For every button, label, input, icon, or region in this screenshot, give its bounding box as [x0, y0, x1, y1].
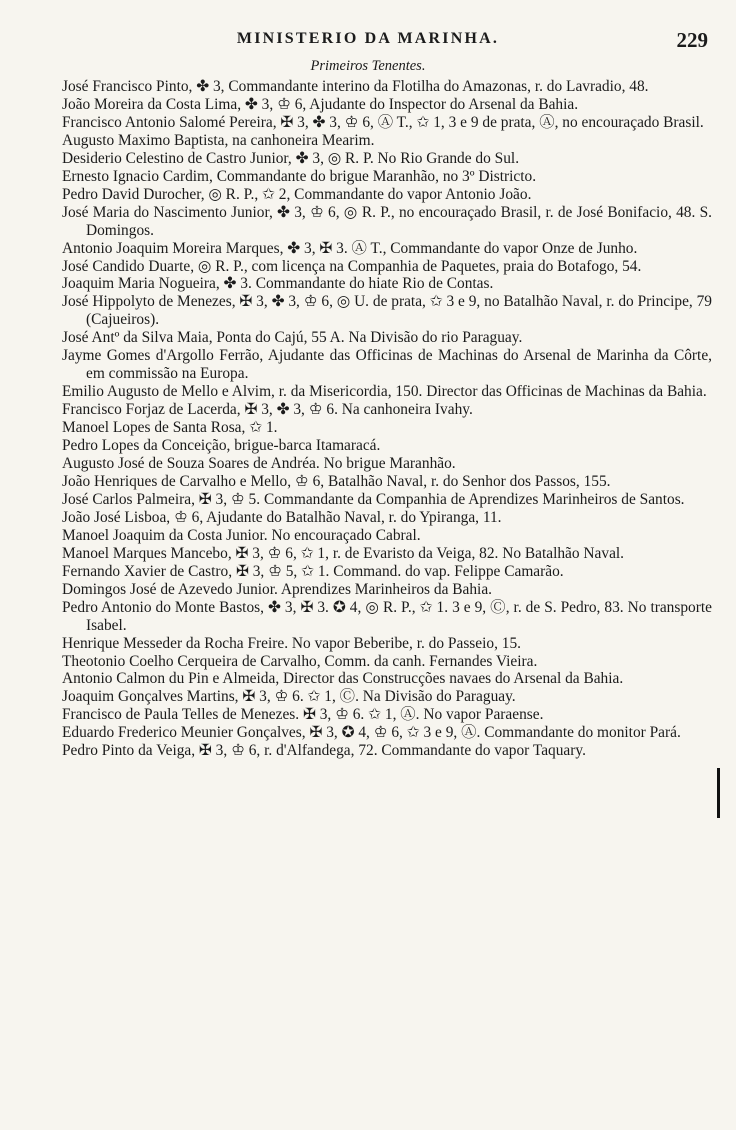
list-item: Henrique Messeder da Rocha Freire. No vapor Beberibe, r. do Passeio, 15.	[62, 634, 522, 652]
running-title: MINISTERIO DA MARINHA.	[236, 30, 500, 47]
list-item: José Francisco Pinto, ✤ 3, Commandante interino da Flotilha do Amazonas, r. do Lavradio, 48.	[62, 78, 649, 95]
list-item: Francisco Forjaz de Lacerda, ✠ 3, ✤ 3, ♔ 6. Na canhoneira Ivahy.	[62, 401, 473, 419]
list-item: José Maria do Nascimento Junior, ✤ 3, ♔ 6, ◎ R. P., no encouraçado Brasil, r. de José Bonifacio, 48. S. Domingos.	[62, 203, 712, 239]
list-item: Pedro David Durocher, ◎ R. P., ✩ 2, Commandante do vapor Antonio João.	[62, 185, 532, 203]
list-item: João Henriques de Carvalho e Mello, ♔ 6, Batalhão Naval, r. do Senhor dos Passos, 155.	[62, 472, 611, 490]
list-item: João Moreira da Costa Lima, ✤ 3, ♔ 6, Ajudante do Inspector do Arsenal da Bahia.	[62, 95, 579, 113]
list-item: Emilio Augusto de Mello e Alvim, r. da Misericordia, 150. Director das Officinas de Machinas da Bahia.	[62, 383, 707, 401]
list-item: Pedro Pinto da Veiga, ✠ 3, ♔ 6, r. d'Alfandega, 72. Commandante do vapor Taquary.	[62, 742, 586, 760]
list-item: José Hippolyto de Menezes, ✠ 3, ✤ 3, ♔ 6, ◎ U. de prata, ✩ 3 e 9, no Batalhão Naval, r. do Principe, 79 (Cajueiros).	[62, 293, 712, 329]
list-item: Francisco de Paula Telles de Menezes. ✠ 3, ♔ 6. ✩ 1, Ⓐ. No vapor Paraense.	[62, 706, 544, 724]
list-item: Pedro Lopes da Conceição, brigue-barca Itamaracá.	[62, 437, 381, 455]
list-item: Manoel Marques Mancebo, ✠ 3, ♔ 6, ✩ 1, r. de Evaristo da Veiga, 82. No Batalhão Naval.	[62, 544, 625, 562]
list-item: Theotonio Coelho Cerqueira de Carvalho, Comm. da canh. Fernandes Vieira.	[62, 652, 538, 670]
list-item: Manoel Lopes de Santa Rosa, ✩ 1.	[62, 419, 278, 437]
list-item: Augusto José de Souza Soares de Andréa. No brigue Maranhão.	[62, 455, 456, 473]
list-item: José Candido Duarte, ◎ R. P., com licença na Companhia de Paquetes, praia do Botafogo, 54.	[62, 257, 642, 275]
list-item: Augusto Maximo Baptista, na canhoneira Mearim.	[62, 131, 375, 149]
list-item: João José Lisboa, ♔ 6, Ajudante do Batalhão Naval, r. do Ypiranga, 11.	[62, 508, 502, 526]
list-item: Antonio Joaquim Moreira Marques, ✤ 3, ✠ 3. Ⓐ T., Commandante do vapor Onze de Junho.	[62, 239, 638, 257]
list-item: Joaquim Gonçalves Martins, ✠ 3, ♔ 6. ✩ 1, Ⓒ. Na Divisão do Paraguay.	[62, 688, 516, 706]
page-header	[0, 30, 736, 54]
list-item: Ernesto Ignacio Cardim, Commandante do brigue Maranhão, no 3º Districto.	[62, 167, 537, 185]
list-item: José Antº da Silva Maia, Ponta do Cajú, 55 A. Na Divisão do rio Paraguay.	[62, 329, 523, 347]
margin-mark	[717, 768, 720, 818]
list-item: Fernando Xavier de Castro, ✠ 3, ♔ 5, ✩ 1. Command. do vap. Felippe Camarão.	[62, 562, 564, 580]
list-item: Jayme Gomes d'Argollo Ferrão, Ajudante das Officinas de Machinas do Arsenal de Marinha da Côrte, em commissão na Europa.	[62, 347, 712, 383]
page-number: 229	[676, 28, 708, 52]
list-item: José Carlos Palmeira, ✠ 3, ♔ 5. Commandante da Companhia de Aprendizes Marinheiros de Santos.	[62, 490, 685, 508]
list-item: Eduardo Frederico Meunier Gonçalves, ✠ 3, ✪ 4, ♔ 6, ✩ 3 e 9, Ⓐ. Commandante do monitor Pará.	[62, 724, 681, 742]
list-item: Pedro Antonio do Monte Bastos, ✤ 3, ✠ 3. ✪ 4, ◎ R. P., ✩ 1. 3 e 9, Ⓒ, r. de S. Pedro, 83. No transporte Isabel.	[62, 598, 712, 634]
list-item: Desiderio Celestino de Castro Junior, ✤ 3, ◎ R. P. No Rio Grande do Sul.	[62, 149, 520, 167]
list-item: Manoel Joaquim da Costa Junior. No encouraçado Cabral.	[62, 526, 421, 544]
list-item: Francisco Antonio Salomé Pereira, ✠ 3, ✤ 3, ♔ 6, Ⓐ T., ✩ 1, 3 e 9 de prata, Ⓐ, no encouraçado Brasil.	[62, 113, 704, 131]
list-item: Domingos José de Azevedo Junior. Aprendizes Marinheiros da Bahia.	[62, 580, 492, 598]
list-item: Joaquim Maria Nogueira, ✤ 3. Commandante do hiate Rio de Contas.	[62, 275, 494, 293]
officer-list	[62, 78, 712, 760]
section-heading: Primeiros Tenentes.	[310, 58, 426, 74]
list-item: Antonio Calmon du Pin e Almeida, Director das Construcções navaes do Arsenal da Bahia.	[62, 670, 624, 688]
